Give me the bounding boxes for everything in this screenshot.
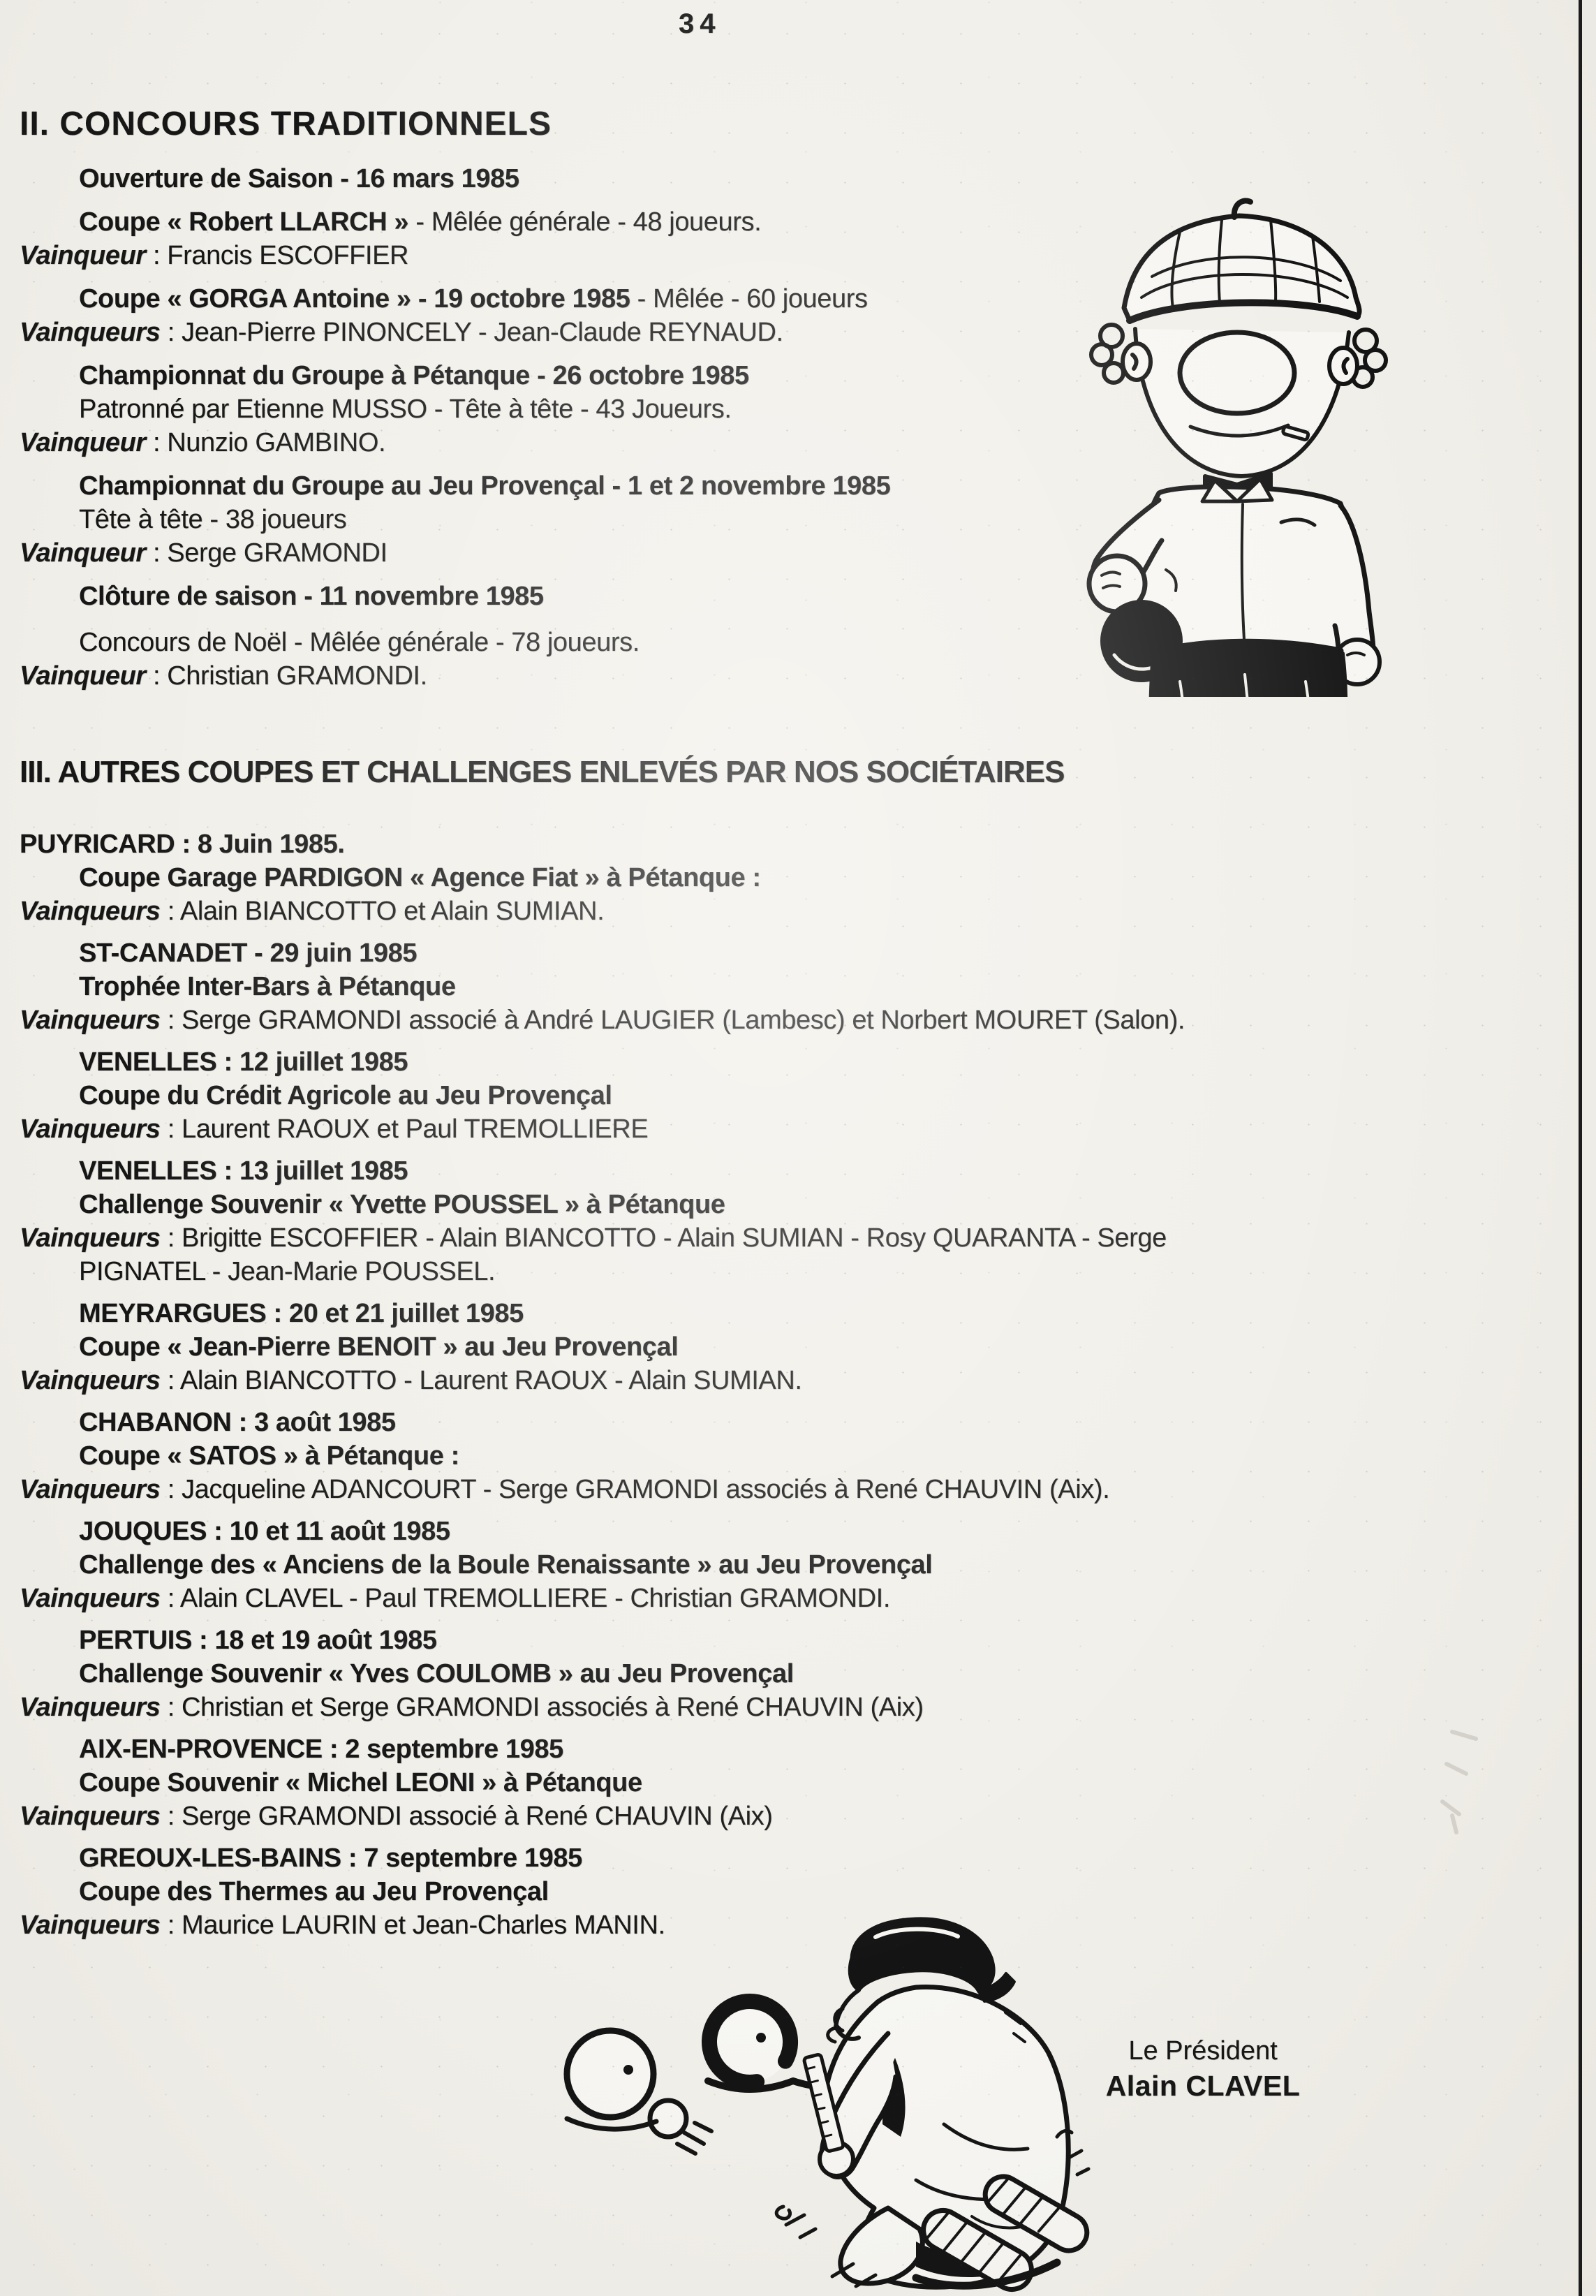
event — [20, 1406, 1388, 1506]
event-subtitle: Patronné par Etienne MUSSO - Tête à tête - 43 Joueurs. — [79, 395, 732, 424]
event-title: Challenge des « Anciens de la Boule Renaissante » au Jeu Provençal — [79, 1550, 933, 1580]
event — [20, 1045, 1388, 1146]
winner-line — [20, 426, 1388, 459]
pencil-smudge — [1410, 1718, 1501, 1844]
event-title: Coupe du Crédit Agricole au Jeu Provençal — [79, 1081, 612, 1110]
event — [20, 1624, 1388, 1724]
winner-names: : Maurice LAURIN et Jean-Charles MANIN. — [160, 1911, 665, 1940]
winner-label: Vainqueurs — [20, 1911, 161, 1940]
document-body — [20, 105, 1388, 1942]
signature-role: Le Président — [1128, 2036, 1278, 2066]
event — [20, 936, 1388, 1037]
winner-label: Vainqueurs — [20, 1693, 161, 1722]
winner-line — [20, 1221, 1388, 1255]
winner-line — [20, 895, 1388, 928]
event-heading: Coupe « Robert LLARCH » - Mêlée générale - 48 joueurs. — [79, 207, 762, 237]
section-iii — [20, 754, 1388, 1942]
event-title: Coupe « Jean-Pierre BENOIT » au Jeu Provençal — [79, 1332, 679, 1362]
winner-names: : Serge GRAMONDI — [145, 538, 387, 568]
signature — [1102, 2033, 1304, 2103]
winner-label: Vainqueur — [20, 661, 146, 691]
winner-line — [20, 1691, 1388, 1724]
winner-label: Vainqueur — [20, 428, 146, 457]
winner-line — [20, 1112, 1388, 1146]
event-title: Trophée Inter-Bars à Pétanque — [79, 972, 456, 1001]
winner-label: Vainqueurs — [20, 1475, 161, 1504]
event-heading: Ouverture de Saison - 16 mars 1985 — [79, 164, 519, 193]
event-place: AIX-EN-PROVENCE : 2 septembre 1985 — [79, 1735, 563, 1764]
signature-name: Alain CLAVEL — [1105, 2070, 1301, 2102]
winner-line — [20, 1473, 1388, 1506]
winner-label: Vainqueurs — [20, 318, 161, 347]
winner-names: : Christian et Serge GRAMONDI associés à René CHAUVIN (Aix) — [160, 1693, 924, 1722]
section-ii — [20, 105, 1388, 693]
winner-names: : Alain BIANCOTTO - Laurent RAOUX - Alain SUMIAN. — [160, 1366, 802, 1395]
event-title: Challenge Souvenir « Yvette POUSSEL » à Pétanque — [79, 1190, 725, 1219]
winner-line — [20, 1364, 1388, 1397]
winner-line — [20, 659, 1388, 693]
winner-names: : Laurent RAOUX et Paul TREMOLLIERE — [160, 1114, 649, 1144]
winner-line — [20, 536, 1388, 570]
winner-line — [20, 1800, 1388, 1833]
event-heading: Coupe « GORGA Antoine » - 19 octobre 1985 - Mêlée - 60 joueurs — [79, 284, 868, 314]
event-place: ST-CANADET - 29 juin 1985 — [79, 939, 418, 968]
event-subtitle: Tête à tête - 38 joueurs — [79, 505, 347, 534]
event — [20, 282, 1388, 349]
winner-label: Vainqueurs — [20, 1114, 161, 1144]
event-heading: Championnat du Groupe au Jeu Provençal - 1 et 2 novembre 1985 — [79, 471, 891, 501]
event — [20, 1841, 1388, 1942]
winner-line — [20, 239, 1388, 272]
winner-names: : Francis ESCOFFIER — [145, 241, 409, 270]
event — [20, 1732, 1388, 1833]
event-place: VENELLES : 12 juillet 1985 — [79, 1047, 408, 1077]
winner-label: Vainqueurs — [20, 1006, 161, 1035]
winner-names: : Jacqueline ADANCOURT - Serge GRAMONDI associés à René CHAUVIN (Aix). — [160, 1475, 1110, 1504]
winner-names: : Serge GRAMONDI associé à André LAUGIER (Lambesc) et Norbert MOURET (Salon). — [160, 1006, 1185, 1035]
section-iii-title: III. AUTRES COUPES ET CHALLENGES ENLEVÉS PAR NOS SOCIÉTAIRES — [20, 755, 1065, 789]
winner-names: : Christian GRAMONDI. — [145, 661, 427, 691]
event-place: PERTUIS : 18 et 19 août 1985 — [79, 1626, 437, 1655]
winner-names: : Alain BIANCOTTO et Alain SUMIAN. — [160, 897, 605, 926]
event-place: MEYRARGUES : 20 et 21 juillet 1985 — [79, 1299, 524, 1328]
winner-label: Vainqueurs — [20, 1584, 161, 1613]
event-title: Coupe des Thermes au Jeu Provençal — [79, 1877, 549, 1906]
winner-line — [20, 316, 1388, 349]
winner-label: Vainqueur — [20, 241, 146, 270]
winner-line — [20, 1582, 1388, 1615]
event — [20, 827, 1388, 928]
winner-label: Vainqueurs — [20, 1366, 161, 1395]
scan-border-line — [1579, 0, 1582, 2296]
winner-line — [20, 1908, 1388, 1942]
winner-names: : Serge GRAMONDI associé à René CHAUVIN (Aix) — [160, 1802, 773, 1831]
winner-names: : Jean-Pierre PINONCELY - Jean-Claude REYNAUD. — [160, 318, 783, 347]
event — [20, 580, 1388, 693]
event — [20, 1154, 1388, 1288]
measuring-player-illustration — [525, 1915, 1094, 2296]
event-heading: Clôture de saison - 11 novembre 1985 — [79, 582, 544, 611]
event — [20, 162, 1388, 196]
winner-names: : Alain CLAVEL - Paul TREMOLLIERE - Christian GRAMONDI. — [160, 1584, 890, 1613]
winner-names: : Brigitte ESCOFFIER - Alain BIANCOTTO - Alain SUMIAN - Rosy QUARANTA - Serge — [160, 1223, 1167, 1253]
event-place: GREOUX-LES-BAINS : 7 septembre 1985 — [79, 1844, 582, 1873]
event — [20, 205, 1388, 272]
event-title: Coupe Souvenir « Michel LEONI » à Pétanque — [79, 1768, 642, 1797]
event-place: CHABANON : 3 août 1985 — [79, 1408, 396, 1437]
winner-label: Vainqueurs — [20, 1802, 161, 1831]
event — [20, 359, 1388, 459]
event — [20, 469, 1388, 570]
winner-label: Vainqueur — [20, 538, 146, 568]
winner-wrap-line: PIGNATEL - Jean-Marie POUSSEL. — [79, 1257, 496, 1286]
page-number: 34 — [679, 8, 721, 39]
event-place: VENELLES : 13 juillet 1985 — [79, 1156, 408, 1186]
event — [20, 1297, 1388, 1397]
event-place: PUYRICARD : 8 Juin 1985. — [20, 830, 345, 859]
event-title: Challenge Souvenir « Yves COULOMB » au Jeu Provençal — [79, 1659, 794, 1688]
event-place: JOUQUES : 10 et 11 août 1985 — [79, 1517, 450, 1546]
section-ii-title: II. CONCOURS TRADITIONNELS — [20, 105, 552, 142]
event — [20, 1515, 1388, 1615]
event-title: Coupe « SATOS » à Pétanque : — [79, 1441, 459, 1471]
winner-label: Vainqueurs — [20, 1223, 161, 1253]
event-heading: Championnat du Groupe à Pétanque - 26 octobre 1985 — [79, 361, 749, 390]
event-title: Coupe Garage PARDIGON « Agence Fiat » à Pétanque : — [79, 863, 761, 892]
winner-line — [20, 1003, 1388, 1037]
winner-names: : Nunzio GAMBINO. — [145, 428, 386, 457]
winner-label: Vainqueurs — [20, 897, 161, 926]
event-subtitle: Concours de Noël - Mêlée générale - 78 joueurs. — [79, 628, 640, 657]
